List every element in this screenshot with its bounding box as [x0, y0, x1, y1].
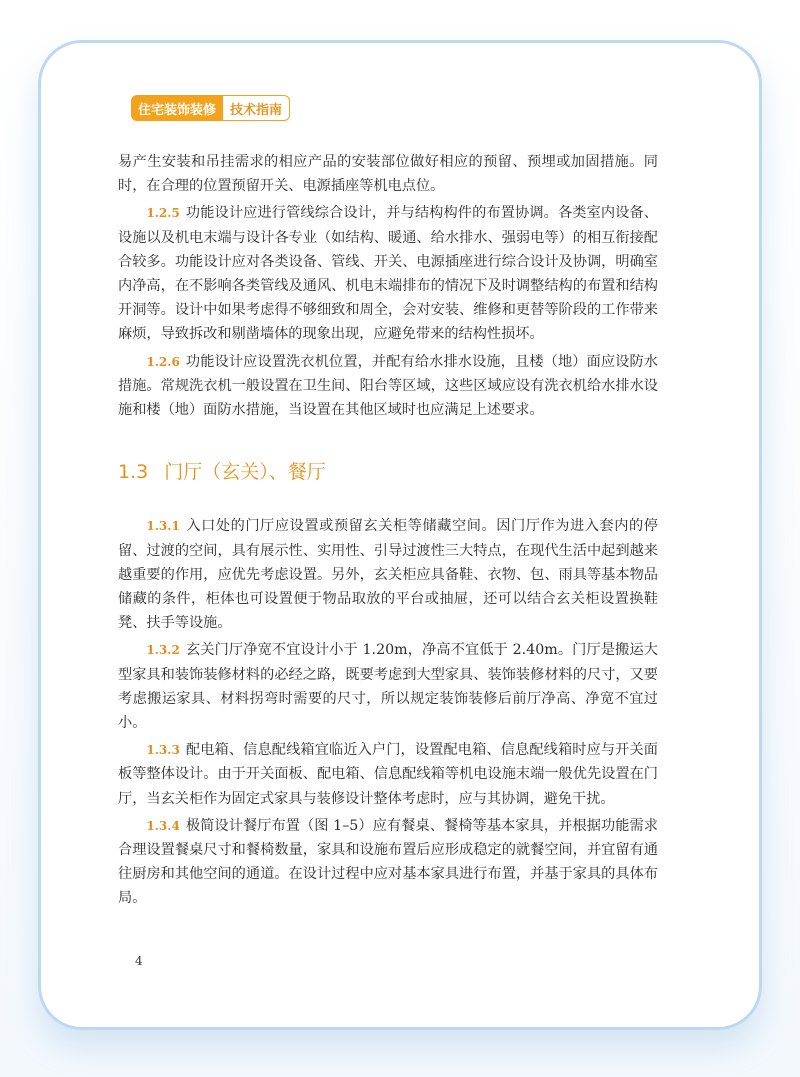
clause-text: 配电箱、信息配线箱宜临近入户门，设置配电箱、信息配线箱时应与开关面板等整体设计。由于开关面板、配电箱、信息配线箱等机电设施末端一般优先设置在门厅，当玄关柜作为固定式家具与装修设计整体考虑时，应与其协调，避免干扰。 — [118, 742, 658, 807]
clause-number: 1.3.1 — [146, 519, 180, 534]
clause-number: 1.3.3 — [146, 743, 180, 758]
clause-text: 功能设计应设置洗衣机位置，并配有给水排水设施，且楼（地）面应设防水措施。常规洗衣机一般设置在卫生间、阳台等区域，这些区域应设有洗衣机给水排水设施和楼（地）面防水措施，当设置在其他区域时也应满足上述要求。 — [118, 353, 658, 419]
section-heading — [118, 460, 658, 484]
clause-number: 1.2.6 — [146, 354, 180, 369]
clause-paragraph — [118, 350, 658, 423]
clause-paragraph — [118, 201, 658, 346]
intro-paragraph: 易产生安装和吊挂需求的相应产品的安装部位做好相应的预留、预埋或加固措施。同时，在合理的位置预留开关、电源插座等机电点位。 — [118, 154, 658, 195]
header-badge — [131, 95, 290, 121]
clause-text: 功能设计应进行管线综合设计，并与结构构件的布置协调。各类室内设备、设施以及机电末端与设计各专业（如结构、暖通、给水排水、强弱电等）的相互衔接配合较多。功能设计应对各类设备、管线、开关、电源插座进行综合设计及协调，明确室内净高，在不影响各类管线及通风、机电末端排布的情况下及时调整结构的布置和结构开洞等。设计中如果考虑得不够细致和周全，会对安装、维修和更替等阶段的工作带来麻烦，导致拆改和剔凿墙体的现象出现，应避免带来的结构性损坏。 — [118, 205, 658, 343]
clause-paragraph — [118, 738, 658, 811]
clause-text: 极简设计餐厅布置（图 1–5）应有餐桌、餐椅等基本家具，并根据功能需求合理设置餐桌尺寸和餐椅数量，家具和设施布置后应形成稳定的就餐空间，并宜留有通往厨房和其他空间的通道。在设计过程中应对基本家具进行布置，并基于家具的具体布局。 — [118, 817, 658, 907]
clause-paragraph — [118, 638, 658, 735]
badge-main: 住宅装饰装修 — [131, 95, 223, 121]
page-number: 4 — [135, 954, 143, 968]
clause-paragraph — [118, 514, 658, 635]
section-number: 1.3 — [118, 461, 149, 484]
clause-text: 入口处的门厅应设置或预留玄关柜等储藏空间。因门厅作为进入套内的停留、过渡的空间，具有展示性、实用性、引导过渡性三大特点，在现代生活中起到越来越重要的作用，应优先考虑设置。另外，玄关柜应具备鞋、衣物、包、雨具等基本物品储藏的条件，柜体也可设置便于物品取放的平台或抽屉，还可以结合玄关柜设置换鞋凳、扶手等设施。 — [118, 518, 658, 632]
section-title: 门厅（玄关）、餐厅 — [164, 461, 326, 484]
document-body — [118, 150, 658, 914]
clause-number: 1.2.5 — [146, 206, 180, 221]
clause-text: 玄关门厅净宽不宜设计小于 1.20m，净高不宜低于 2.40m。门厅是搬运大型家具和装饰装修材料的必经之路，既要考虑到大型家具、装饰装修材料的尺寸，又要考虑搬运家具、材料拐弯时需要的尺寸，所以规定装饰装修后前厅净高、净宽不宜过小。 — [118, 642, 658, 732]
clause-number: 1.3.4 — [146, 818, 180, 833]
badge-sub: 技术指南 — [223, 95, 290, 121]
clause-number: 1.3.2 — [146, 643, 180, 658]
clause-paragraph — [118, 814, 658, 911]
